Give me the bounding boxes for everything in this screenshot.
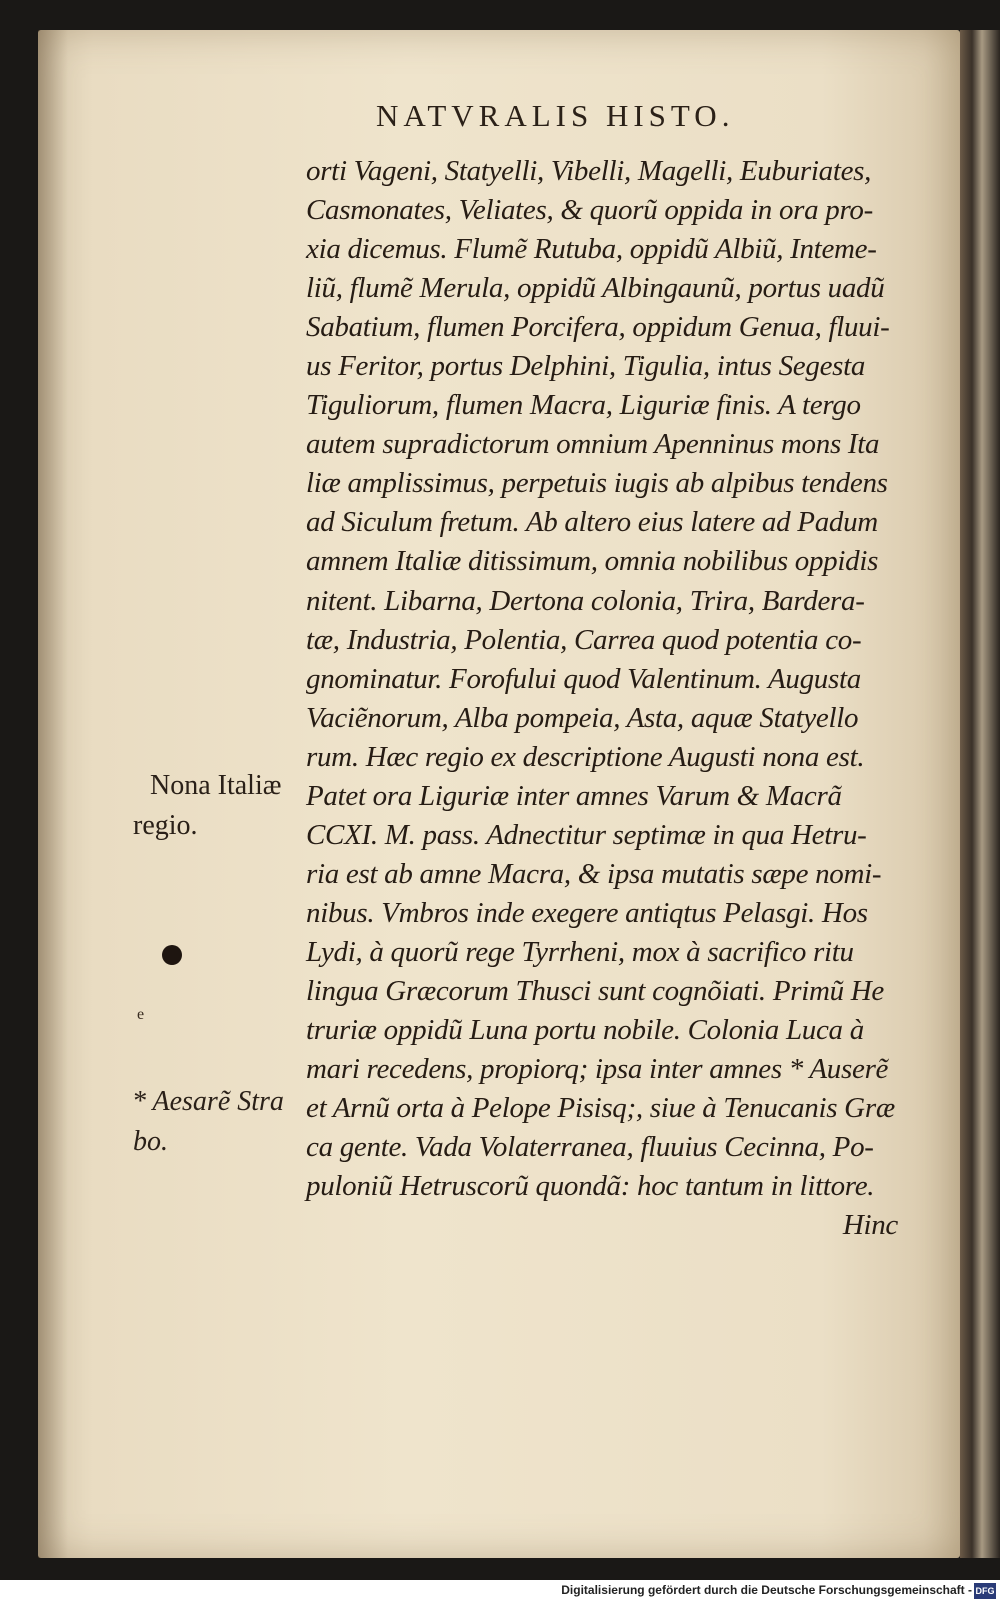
body-text <box>306 152 918 1245</box>
text-line: liũ, flumẽ Merula, oppidũ Albingaunũ, portus uadũ <box>306 272 885 305</box>
text-line: liæ amplissimus, perpetuis iugis ab alpibus tendens <box>306 467 888 500</box>
text-line: mari recedens, propiorq; ipsa inter amnes * Auserẽ <box>306 1053 889 1086</box>
text-line: truriæ oppidũ Luna portu nobile. Colonia Luca à <box>306 1014 864 1047</box>
text-line: Patet ora Liguriæ inter amnes Varum & Macrã <box>306 779 842 812</box>
text-line: us Feritor, portus Delphini, Tigulia, intus Segesta <box>306 350 866 383</box>
running-head: NATVRALIS HISTO. <box>376 98 735 133</box>
text-line: amnem Italiæ ditissimum, omnia nobilibus oppidis <box>306 545 879 578</box>
marginal-note-regio: regio. <box>133 810 198 841</box>
dfg-logo: DFG <box>974 1583 996 1599</box>
gutter-shadow <box>38 30 68 1558</box>
text-line: Tiguliorum, flumen Macra, Liguriæ finis. A tergo <box>306 389 861 422</box>
text-line: ad Siculum fretum. Ab altero eius latere ad Padum <box>306 506 878 539</box>
text-line: gnominatur. Forofului quod Valentinum. Augusta <box>306 662 861 695</box>
catchword: Hinc <box>842 1209 898 1242</box>
text-line: tæ, Industria, Polentia, Carrea quod potentia co- <box>306 623 862 656</box>
text-line: nitent. Libarna, Dertona colonia, Trira, Bardera- <box>306 584 865 617</box>
text-line: orti Vageni, Statyelli, Vibelli, Magelli, Euburiates, <box>306 155 872 187</box>
text-line: autem supradictorum omnium Apenninus mons Ita <box>306 428 880 461</box>
text-line: Sabatium, flumen Porcifera, oppidum Genua, fluui- <box>306 311 890 344</box>
text-line: xia dicemus. Flumẽ Rutuba, oppidũ Albiũ, Inteme- <box>306 233 877 266</box>
text-line: Casmonates, Veliates, & quorũ oppida in ora pro- <box>306 194 873 227</box>
text-line: et Arnũ orta à Pelope Pisisq;, siue à Tenucanis Græ <box>306 1092 895 1125</box>
page-edge <box>960 30 1000 1558</box>
text-line: CCXI. M. pass. Adnectitur septimæ in qua Hetru- <box>306 818 867 851</box>
footer-credit: Digitalisierung gefördert durch die Deutsche Forschungsgemeinschaft - <box>561 1583 972 1597</box>
marginal-mark: e <box>137 1006 145 1023</box>
text-line: puloniũ Hetruscorũ quondã: hoc tantum in littore. <box>306 1170 875 1203</box>
text-line: nibus. Vmbros inde exegere antiqtus Pelasgi. Hos <box>306 896 868 929</box>
marginal-note-strabo: * Aesarẽ Stra <box>132 1086 284 1117</box>
text-line: Vaciẽnorum, Alba pompeia, Asta, aquæ Statyello <box>306 701 859 734</box>
text-line: Lydi, à quorũ rege Tyrrheni, mox à sacrifico ritu <box>306 935 854 968</box>
marginal-note-strabo-cont: bo. <box>133 1126 168 1157</box>
text-line: lingua Græcorum Thusci sunt cognõiati. Primũ He <box>306 974 884 1007</box>
marginal-note-nona: Nona Italiæ <box>150 770 282 801</box>
text-line: ria est ab amne Macra, & ipsa mutatis sæpe nomi- <box>306 857 882 890</box>
footer-bar <box>0 1580 1000 1604</box>
text-line: rum. Hæc regio ex descriptione Augusti nona est. <box>306 740 865 773</box>
text-line: ca gente. Vada Volaterranea, fluuius Cecinna, Po- <box>306 1131 874 1164</box>
ink-dot <box>162 945 182 965</box>
